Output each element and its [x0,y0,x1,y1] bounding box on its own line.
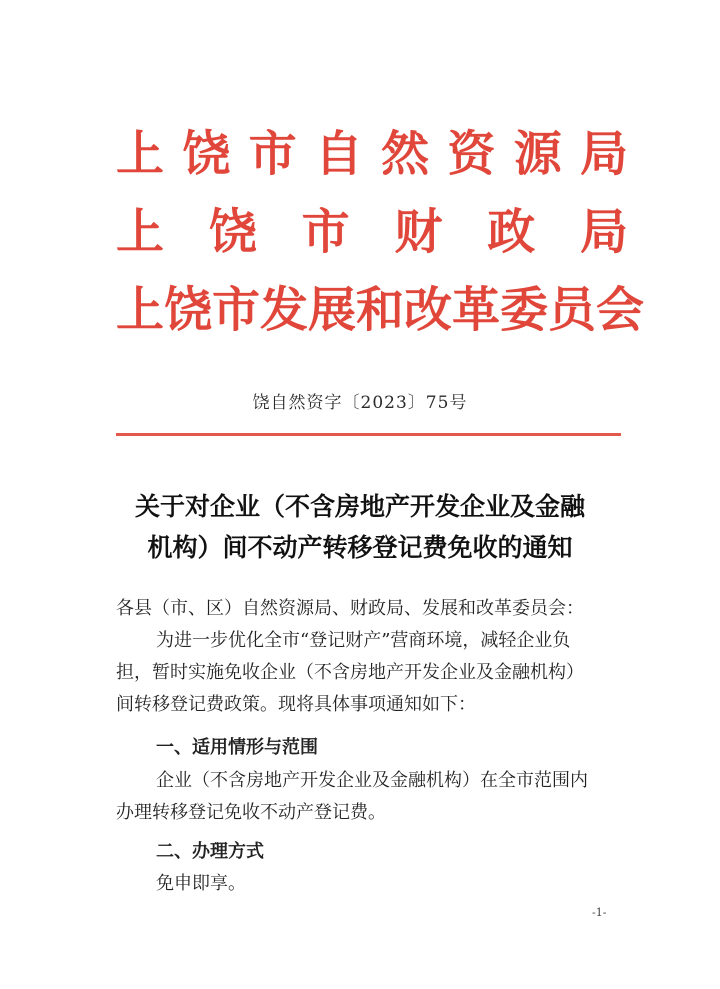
issuer-natural-resources-bureau [116,124,628,184]
issuer-char: 上 [116,204,165,260]
issuer-char: 市 [301,204,350,260]
paragraph-2-line-2: 办理转移登记免收不动产登记费。 [116,802,386,823]
paragraph-1-line-3: 间转移登记费政策。现将具体事项通知如下： [116,694,476,715]
issuer-char: 局 [579,204,628,260]
page-number: -1- [592,906,607,919]
red-divider-line [116,433,621,436]
issuer-char: 自 [314,126,363,182]
paragraph-3: 免申即享。 [156,873,246,894]
document-title-line-2: 机构）间不动产转移登记费免收的通知 [147,533,573,562]
issuer-char: 财 [394,204,443,260]
section-1-heading: 一、适用情形与范围 [156,737,318,758]
issuer-finance-bureau [116,202,628,262]
issuer-development-reform-commission: 上饶市发展和改革委员会 [116,282,645,338]
issuer-char: 源 [513,126,562,182]
issuer-char: 政 [487,204,536,260]
paragraph-1-line-2: 担，暂时实施免收企业（不含房地产开发企业及金融机构） [116,662,584,683]
issuer-char: 资 [447,126,496,182]
issuer-char: 局 [579,126,628,182]
section-2-heading: 二、办理方式 [156,841,264,862]
issuer-char: 然 [381,126,430,182]
issuer-char: 上 [116,126,165,182]
document-title-line-1: 关于对企业（不含房地产开发企业及金融 [134,492,585,521]
paragraph-1-line-1: 为进一步优化全市“登记财产”营商环境，减轻企业负 [156,630,571,651]
document-number: 饶自然资字〔2023〕75号 [252,393,468,413]
paragraph-2-line-1: 企业（不含房地产开发企业及金融机构）在全市范围内 [156,770,588,791]
salutation: 各县（市、区）自然资源局、财政局、发展和改革委员会： [116,598,584,619]
issuer-char: 饶 [182,126,231,182]
issuer-char: 市 [248,126,297,182]
issuer-char: 饶 [208,204,257,260]
